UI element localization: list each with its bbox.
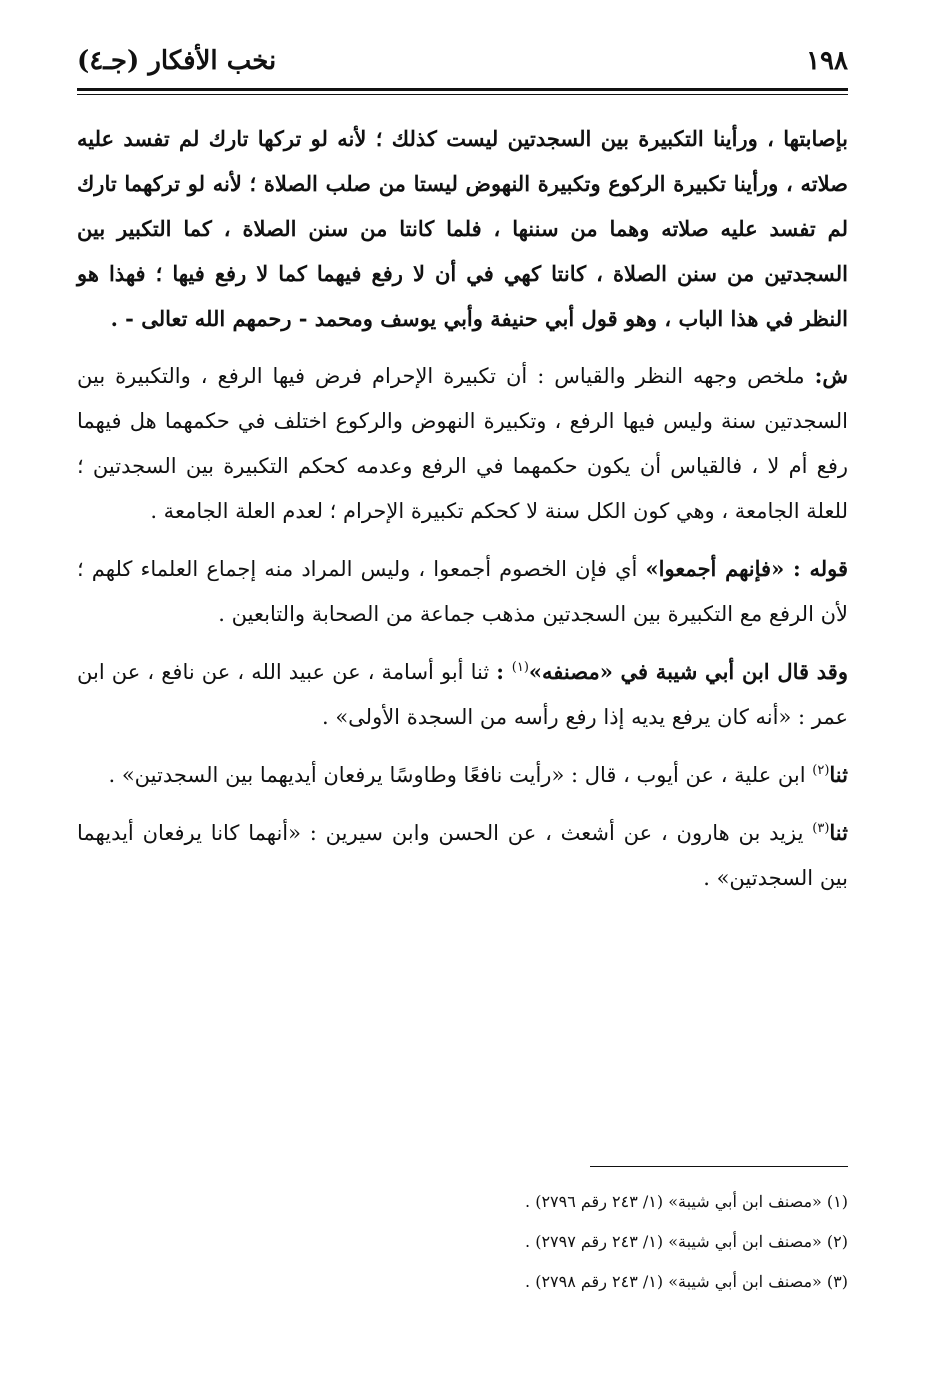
qawluhu-marker: قوله : «فإنهم أجمعوا» [645, 556, 848, 581]
footnote-ref-1[interactable]: (١) [511, 660, 529, 675]
paragraph-text: ملخص وجهه النظر والقياس : أن تكبيرة الإحرام فرض فيها الرفع ، والتكبيرة بين السجدتين سنة وليس فيها الرفع ، وتكبيرة النهوض والركوع اختلف في حكمهما هل فيهما رفع أم لا ، فالقياس أن يكون حكمهما في الرفع وعدمه كحكم التكبيرة بين السجدتين ؛ للعلة الجامعة ، وهي كون الكل سنة لا كحكم تكبيرة الإحرام ؛ لعدم العلة الجامعة . [77, 364, 848, 523]
colon: : [496, 659, 512, 684]
book-title: نخب الأفكار (جـ٤) [77, 46, 277, 76]
footnote-ref-2[interactable]: (٢) [812, 763, 830, 778]
hadith-lead: ثنا [829, 762, 848, 787]
header-rule-thin [77, 94, 848, 95]
running-header [77, 44, 848, 88]
paragraph-hadith-3 [77, 810, 848, 901]
hadith-lead: ثنا [829, 820, 848, 845]
paragraph-sharh [77, 353, 848, 534]
paragraph-text: أي فإن الخصوم أجمعوا ، وليس المراد منه إجماع العلماء كلهم ؛ لأن الرفع مع التكبيرة بين السجدتين مذهب جماعة من الصحابة والتابعين . [77, 557, 848, 626]
header-rule-thick [77, 88, 848, 91]
footnote-2: (٢) «مصنف ابن أبي شيبة» (١/ ٢٤٣ رقم ٢٧٩٧) . [525, 1232, 848, 1251]
paragraph-hadith-2 [77, 752, 848, 798]
footnotes [77, 1182, 848, 1302]
page-number: ١٩٨ [806, 46, 848, 76]
paragraph-text: يزيد بن هارون ، عن أشعث ، عن الحسن وابن سيرين : «أنهما كانا يرفعان أيديهما بين السجدتين» . [77, 821, 848, 890]
hadith-lead: وقد قال ابن أبي شيبة في «مصنفه» [528, 659, 848, 684]
paragraph-matn: بإصابتها ، ورأينا التكبيرة بين السجدتين ليست كذلك ؛ لأنه لو تركها تارك لم تفسد عليه صلاته ، ورأينا تكبيرة الركوع وتكبيرة النهوض ليستا من صلب الصلاة ؛ لأنه لو تركهما تارك لم تفسد عليه صلاته وهما من سننها ، فلما كانتا من سنن الصلاة ، كما التكبير بين السجدتين من سنن الصلاة ، كانتا كهي في أن لا رفع فيهما كما لا رفع فيها ؛ فهذا هو النظر في هذا الباب ، وهو قول أبي حنيفة وأبي يوسف ومحمد - رحمهم الله تعالى - . [77, 126, 848, 331]
footnote-1: (١) «مصنف ابن أبي شيبة» (١/ ٢٤٣ رقم ٢٧٩٦) . [525, 1192, 848, 1211]
paragraph-text: ابن علية ، عن أيوب ، قال : «رأيت نافعًا وطاوسًا يرفعان أيديهما بين السجدتين» . [108, 763, 813, 787]
footnote-separator [590, 1166, 848, 1167]
footnote-3: (٣) «مصنف ابن أبي شيبة» (١/ ٢٤٣ رقم ٢٧٩٨) . [525, 1272, 848, 1291]
sharh-marker: ش: [814, 363, 848, 388]
paragraph-hadith-1 [77, 649, 848, 740]
main-text [77, 116, 848, 913]
footnote-ref-3[interactable]: (٣) [812, 821, 830, 836]
paragraph-text: ثنا أبو أسامة ، عن عبيد الله ، عن نافع ، عن ابن عمر : «أنه كان يرفع يديه إذا رفع رأسه من السجدة الأولى» . [77, 660, 848, 729]
paragraph-qawluhu [77, 546, 848, 637]
